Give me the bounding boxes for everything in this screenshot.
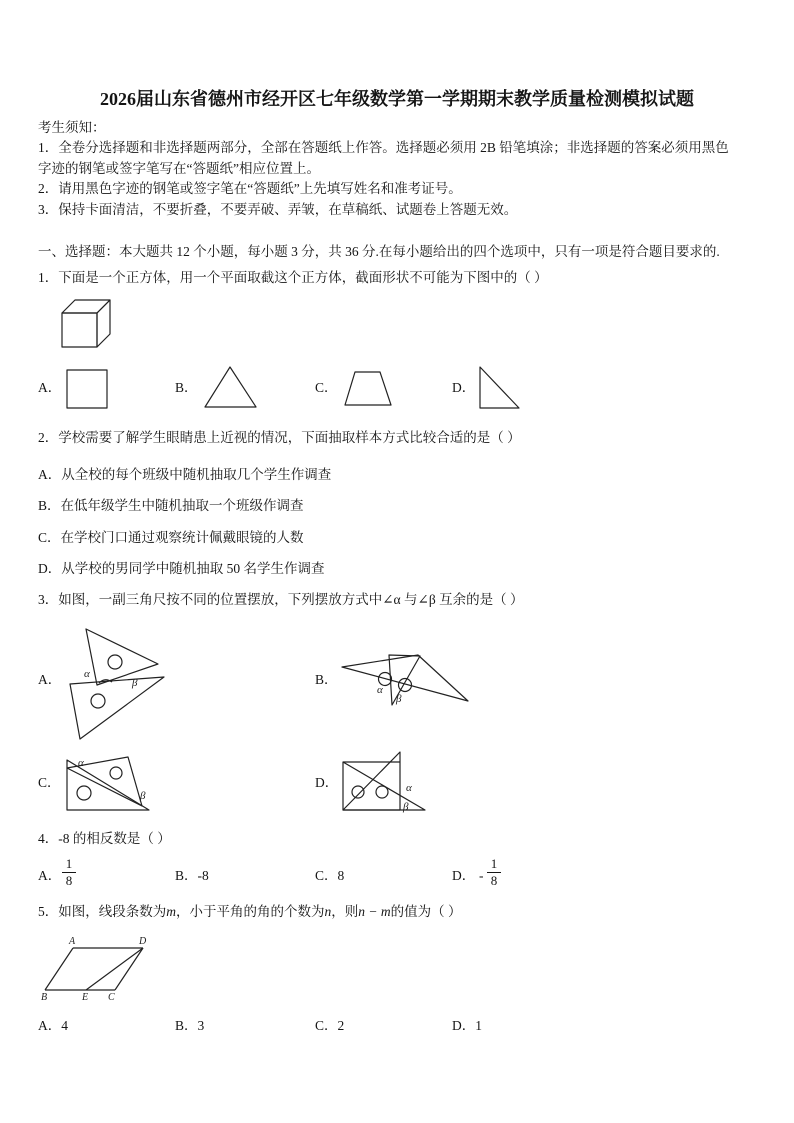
q5-option-b: B．3 [175, 1018, 205, 1033]
angle-beta-label: β [140, 790, 146, 802]
q5-stem-part: ，则 [331, 904, 359, 919]
q4-option-b: B．-8 [175, 868, 209, 883]
angle-beta-label: β [403, 801, 409, 813]
q3-option-d-label: D． [315, 775, 339, 790]
q4-option-d-sign: - [479, 868, 484, 883]
notice-line: 字迹的钢笔或签字笔写在“答题纸”相应位置上。 [38, 161, 320, 176]
q1-option-b-label: B． [175, 380, 198, 395]
set-square-hole [352, 786, 364, 798]
point-c-label: C [108, 992, 115, 1003]
point-b-label: B [41, 992, 48, 1003]
q5-stem-part: ，小于平角的角的个数为 [176, 904, 325, 919]
q1-option-b-triangle [205, 367, 256, 407]
q1-option-a-square [67, 370, 107, 408]
notice-heading: 考生须知： [38, 120, 106, 135]
notice-line: 1．全卷分选择题和非选择题两部分，全部在答题纸上作答。选择题必须用 2B 铅笔填涂；非选择题的答案必须用黑色 [38, 140, 729, 155]
segment-dc [115, 948, 143, 990]
q1-option-d-right-triangle [480, 367, 519, 408]
q5-option-c: C．2 [315, 1018, 345, 1033]
q4-option-a-label: A． [38, 868, 62, 883]
page-title: 2026届山东省德州市经开区七年级数学第一学期期末教学质量检测模拟试题 [100, 89, 694, 109]
set-square-hole [376, 786, 388, 798]
angle-alpha-label: α [78, 757, 84, 769]
q5-option-d: D．1 [452, 1018, 482, 1033]
q5-figure [41, 936, 147, 1003]
angle-alpha-label: α [406, 782, 412, 794]
q5-stem [38, 904, 461, 920]
segment-ab [45, 948, 73, 990]
point-d-label: D [139, 936, 147, 947]
set-square-lower [70, 677, 164, 739]
set-square-45 [343, 752, 400, 810]
fraction-denominator: 8 [65, 873, 73, 888]
q2-option-b: B．在低年级学生中随机抽取一个班级作调查 [38, 498, 304, 513]
point-e-label: E [82, 992, 89, 1003]
q3-figure-b [342, 655, 468, 705]
fraction-numerator: 1 [490, 856, 498, 871]
angle-alpha-label: α [377, 684, 383, 696]
q5-stem-part: 5．如图，线段条数为 [38, 904, 167, 919]
cube-front-face [62, 313, 97, 347]
q3-stem: 3．如图，一副三角尺按不同的位置摆放，下列摆放方式中∠α 与∠β 互余的是（ ） [38, 592, 524, 607]
angle-alpha-label: α [84, 668, 90, 680]
angle-beta-label: β [132, 677, 138, 689]
q3-figure-a [70, 629, 164, 739]
q5-expression: n − m [358, 904, 391, 919]
point-a-label: A [69, 936, 76, 947]
notice-line: 2．请用黑色字迹的钢笔或签字笔在“答题纸”上先填写姓名和准考证号。 [38, 181, 462, 196]
q2-stem: 2．学校需要了解学生眼睛患上近视的情况，下面抽取样本方式比较合适的是（ ） [38, 430, 521, 445]
q4-stem: 4．-8 的相反数是（ ） [38, 831, 171, 846]
notice-line: 3．保持卡面清洁，不要折叠，不要弄破、弄皱，在草稿纸、试题卷上答题无效。 [38, 202, 518, 217]
q4-option-d-fraction [487, 857, 501, 888]
set-square-vertical [389, 655, 420, 705]
q1-cube-figure [62, 300, 110, 347]
set-square-hole [108, 655, 122, 669]
q3-figure-c [67, 757, 149, 810]
q1-option-a-label: A． [38, 380, 62, 395]
segment-de [86, 948, 143, 990]
q4-option-a-fraction [62, 857, 76, 888]
q2-option-a: A．从全校的每个班级中随机抽取几个学生作调查 [38, 467, 332, 482]
q5-option-a: A．4 [38, 1018, 68, 1033]
q3-option-b-label: B． [315, 672, 338, 687]
q4-option-d-label: D． [452, 868, 476, 883]
fraction-numerator: 1 [65, 856, 73, 871]
q2-option-c: C．在学校门口通过观察统计佩戴眼镜的人数 [38, 530, 304, 545]
q2-option-d: D．从学校的男同学中随机抽取 50 名学生作调查 [38, 561, 325, 576]
set-square-upper [86, 629, 158, 685]
section-header: 一、选择题：本大题共 12 个小题，每小题 3 分，共 36 分.在每小题给出的四个选项中，只有一项是符合题目要求的. [38, 244, 720, 259]
q3-option-a-label: A． [38, 672, 62, 687]
q5-stem-part: 的值为（ ） [390, 904, 462, 919]
q5-var-m: m [166, 904, 176, 919]
q1-option-d-label: D． [452, 380, 476, 395]
q1-stem: 1．下面是一个正方体，用一个平面取截这个正方体，截面形状不可能为下图中的（ ） [38, 270, 548, 285]
q3-option-c-label: C． [38, 775, 61, 790]
set-square-hole [91, 694, 105, 708]
q4-option-c: C．8 [315, 868, 345, 883]
q3-figure-d [343, 752, 425, 813]
q1-option-c-label: C． [315, 380, 338, 395]
q5-var-n: n [324, 904, 332, 919]
fraction-denominator: 8 [490, 873, 498, 888]
set-square-hole [77, 786, 91, 800]
angle-beta-label: β [396, 693, 402, 705]
q1-option-c-trapezoid [345, 372, 391, 405]
cube-right-face [97, 300, 110, 347]
set-square-hole [110, 767, 122, 779]
